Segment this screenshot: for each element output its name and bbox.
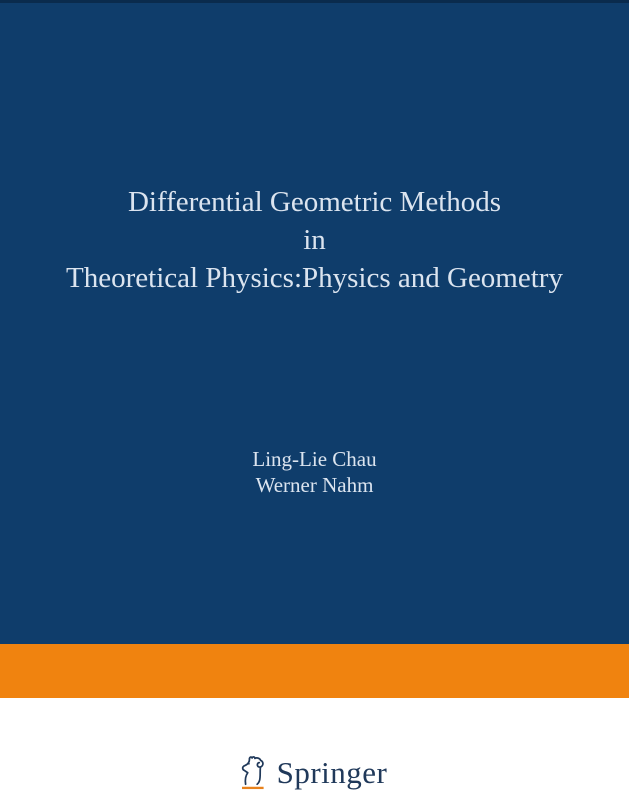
publisher-logo [236,754,388,790]
book-title-line-3: Theoretical Physics:Physics and Geometry [66,262,563,294]
springer-horse-icon [236,754,268,790]
author-name: Ling-Lie Chau [252,447,377,471]
book-title-line-2: in [303,224,326,256]
author-name: Werner Nahm [255,473,374,497]
book-title-line-1: Differential Geometric Methods [127,186,502,218]
top-edge-shading [0,0,629,3]
publisher-wordmark: Springer [276,755,388,790]
author-list [0,446,629,498]
orange-band-divider [0,644,629,698]
book-title [0,183,629,297]
